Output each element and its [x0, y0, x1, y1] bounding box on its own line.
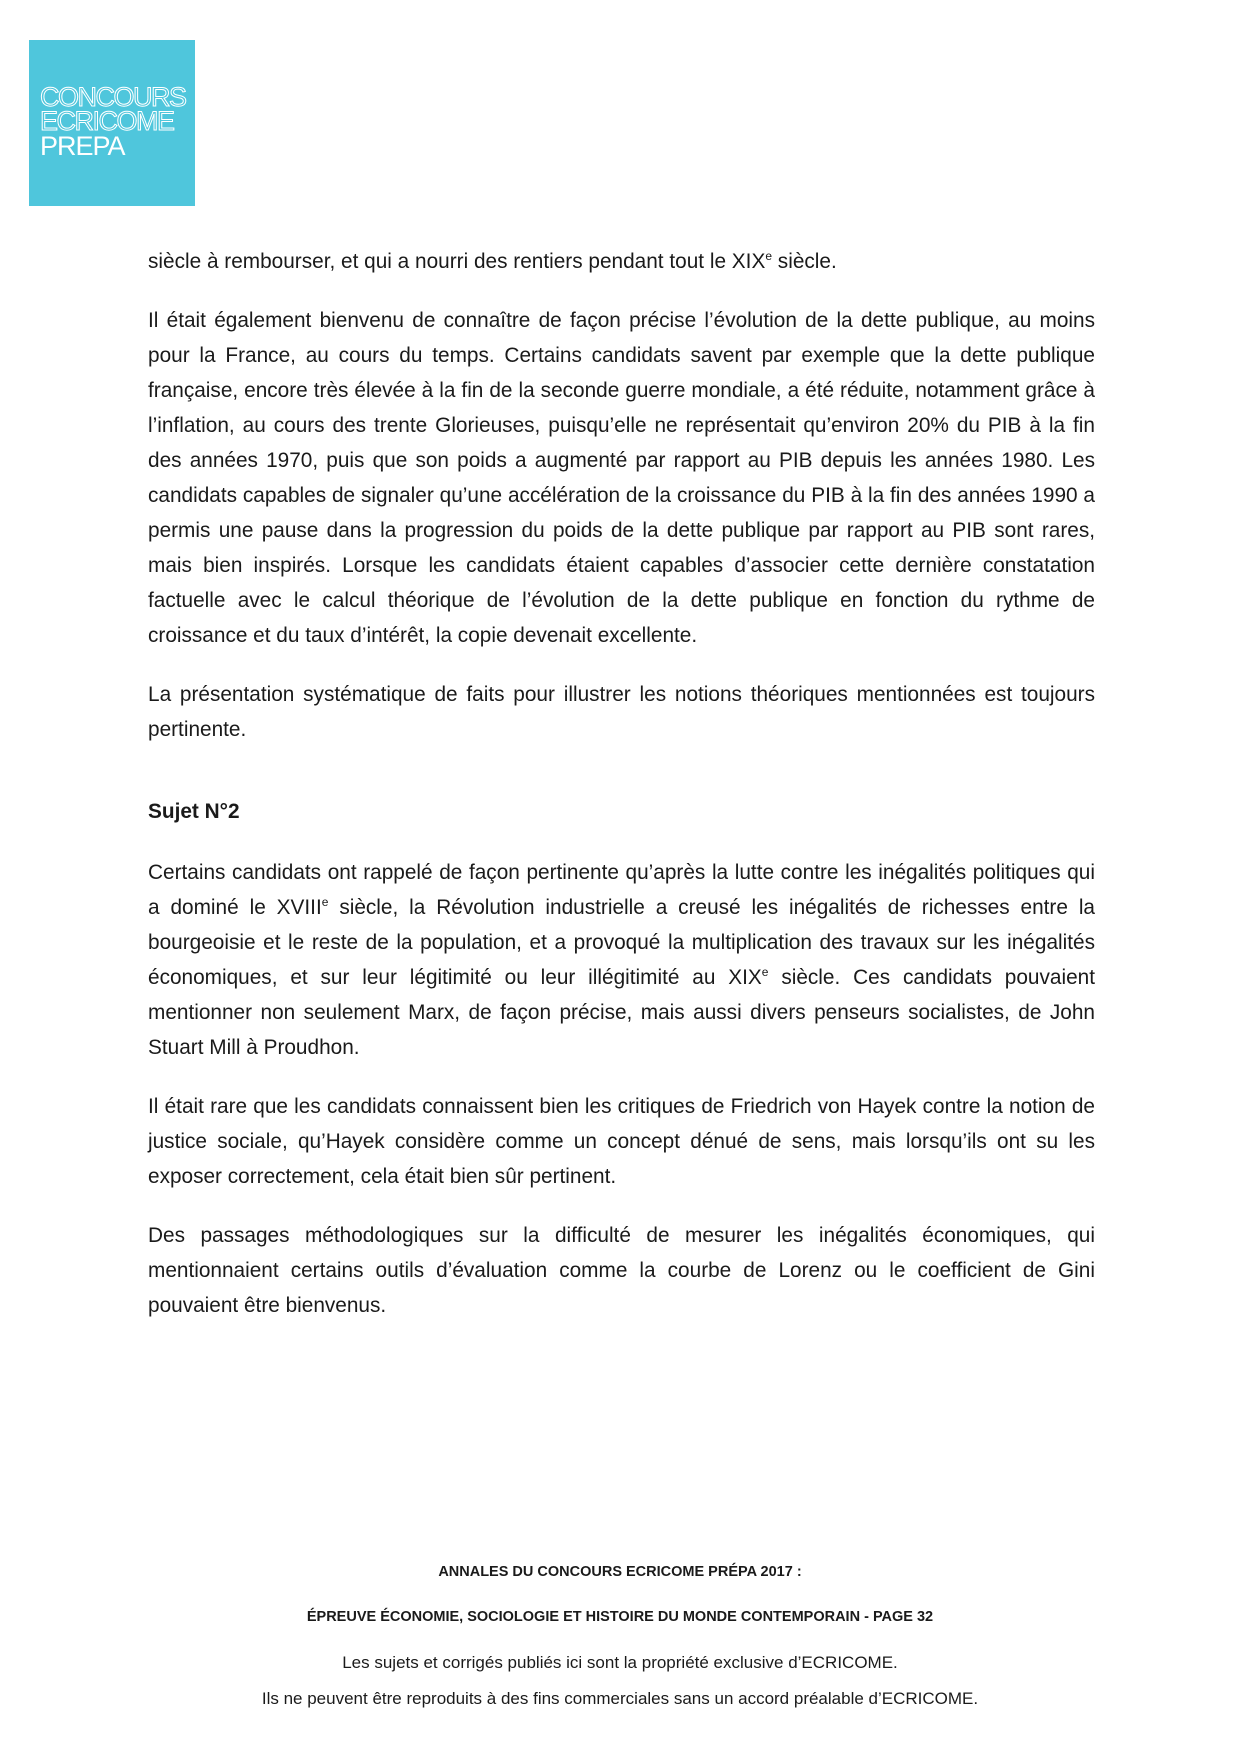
superscript: e: [765, 249, 773, 264]
footer-annales-title: ANNALES DU CONCOURS ECRICOME PRÉPA 2017 :: [438, 1564, 802, 1580]
paragraph-4-text-end: siècle. Ces candidats pouvaient mentionner non seulement Marx, de façon précise, mais aussi divers penseurs socialistes, de John Stuart Mill à Proudhon.: [148, 966, 1095, 1059]
footer-epreuve-page: ÉPREUVE ÉCONOMIE, SOCIOLOGIE ET HISTOIRE DU MONDE CONTEMPORAIN - PAGE 32: [306, 1609, 934, 1625]
paragraph-6: Des passages méthodologiques sur la difficulté de mesurer les inégalités économiques, qui mentionnaient certains outils d’évaluation comme la courbe de Lorenz ou le coefficient de Gini pouvaient être bienvenus.: [148, 1224, 1095, 1317]
paragraph-1-text-end: siècle.: [772, 250, 837, 273]
superscript: e: [761, 965, 769, 980]
paragraph-1-text: siècle à rembourser, et qui a nourri des rentiers pendant tout le XIX: [148, 250, 766, 273]
paragraph-4-text-mid: siècle, la Révolution industrielle a creusé les inégalités de richesses entre la bourgeoisie et le reste de la population, et a provoqué la multiplication des travaux sur les inégalités économiques, et sur leur légitimité ou leur illégitimité au XIX: [148, 896, 1096, 989]
document-body: [148, 244, 1095, 1347]
paragraph-5: Il était rare que les candidats connaissent bien les critiques de Friedrich von Hayek contre la notion de justice sociale, qu’Hayek considère comme un concept dénué de sens, mais lorsqu’ils ont su les exposer correctement, cela était bien sûr pertinent.: [148, 1095, 1095, 1188]
paragraph-4-text: Certains candidats ont rappelé de façon pertinente qu’après la lutte contre les inégalités politiques qui a dominé le XVIII: [148, 861, 1095, 919]
footer-copyright: Les sujets et corrigés publiés ici sont la propriété exclusive d’ECRICOME.: [342, 1653, 898, 1672]
paragraph-4: [148, 855, 1095, 1065]
superscript: e: [321, 895, 329, 910]
paragraph-1: [148, 244, 1095, 279]
section-heading: Sujet N°2: [148, 800, 240, 823]
footer-reproduction-notice: Ils ne peuvent être reproduits à des fins commerciales sans un accord préalable d’ECRICOME.: [261, 1689, 979, 1708]
logo-line-prepa: PREPA: [40, 131, 125, 161]
logo-line-concours: CONCOURS: [40, 82, 186, 112]
logo-line-ecricome: ECRICOME: [40, 106, 174, 136]
ecricome-logo: [29, 40, 195, 206]
paragraph-3: La présentation systématique de faits pour illustrer les notions théoriques mentionnées est toujours pertinente.: [148, 683, 1095, 741]
paragraph-2: Il était également bienvenu de connaître de façon précise l’évolution de la dette publique, au moins pour la France, au cours du temps. Certains candidats savent par exemple que la dette publique française, encore très élevée à la fin de la seconde guerre mondiale, a été réduite, notamment grâce à l’inflation, au cours des trente Glorieuses, puisqu’elle ne représentait qu’environ 20% du PIB à la fin des années 1970, puis que son poids a augmenté par rapport au PIB depuis les années 1980. Les candidats capables de signaler qu’une accélération de la croissance du PIB à la fin des années 1990 a permis une pause dans la progression du poids de la dette publique par rapport au PIB sont rares, mais bien inspirés. Lorsque les candidats étaient capables d’associer cette dernière constatation factuelle avec le calcul théorique de l’évolution de la dette publique en fonction du rythme de croissance et du taux d’intérêt, la copie devenait excellente.: [148, 309, 1095, 647]
